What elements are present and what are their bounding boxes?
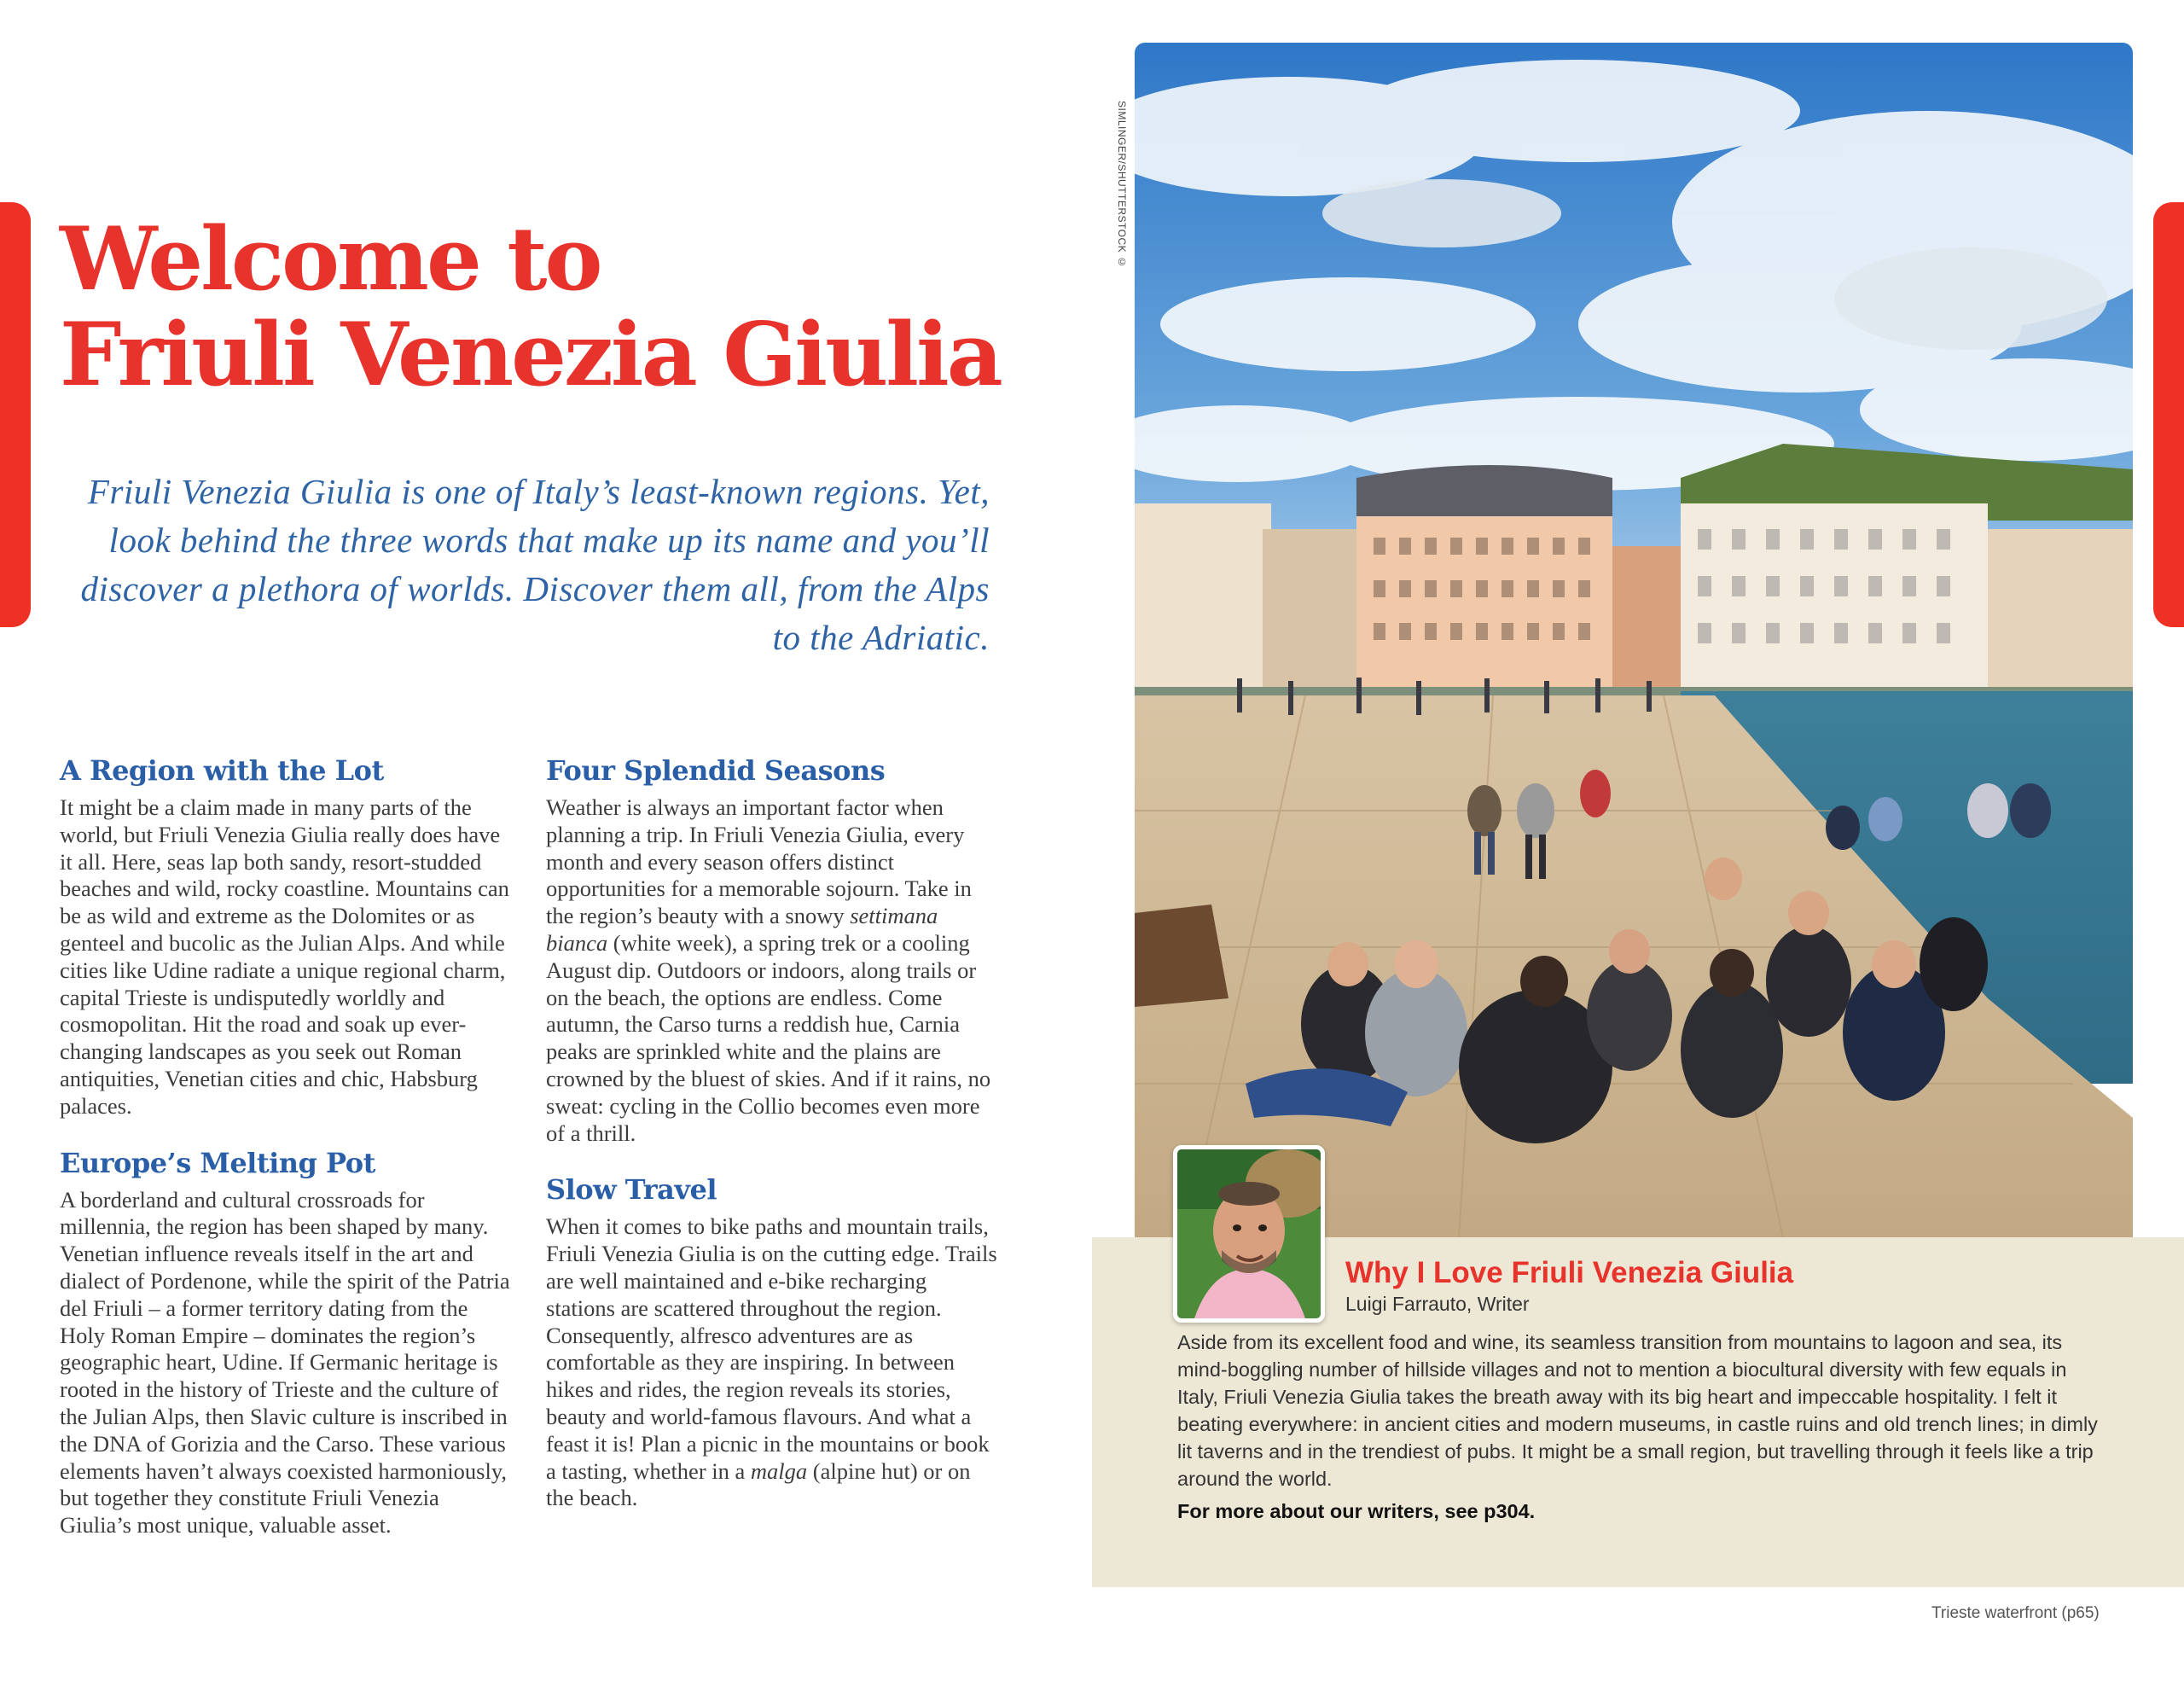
slow-travel-text-a: When it comes to bike paths and mountain trails, Friuli Venezia Giulia is on the cutting edge. Trails are well maintained and e-bike recharging stations are scattered throughout the region. Consequently, alfresco adventures are as comfortable as they are inspiring. In between hikes and rides, the region reveals its stories, beauty and world-famous flavours. And what a feast it is! Plan a picnic in the mountains or book a tasting, whether in a	[546, 1213, 997, 1484]
left-section-tab	[0, 202, 31, 627]
section-heading-seasons: Four Splendid Seasons	[546, 754, 886, 787]
intro-paragraph: Friuli Venezia Giulia is one of Italy’s least-known regions. Yet, look behind the three words that make up its name and you’ll discover a plethora of worlds. Discover them all, from the Alps to the Adriatic.	[80, 472, 990, 657]
section-heading-melting-pot: Europe’s Melting Pot	[60, 1146, 375, 1179]
seasons-text-italic: settimana bianca	[546, 903, 938, 956]
section-body-region: It might be a claim made in many parts of the world, but Friuli Venezia Giulia really does have it all. Here, seas lap both sandy, resort-studded beaches and wild, rocky coastline. Mountains can be as wild and extreme as the Dolomites or as genteel and bucolic as the Julian Alps. And while cities like Udine radiate a unique regional charm, capital Trieste is undisputedly worldly and cosmopolitan. Hit the road and soak up ever-changing landscapes as you seek out Roman antiquities, Venetian cities and chic, Habsburg palaces.	[60, 794, 509, 1119]
seasons-text-b: (white week), a spring trek or a cooling August dip. Outdoors or indoors, along trails or on the beach, the options are endless. Come autumn, the Carso turns a reddish hue, Carnia peaks are sprinkled white and the plains are crowned by the bluest of skies. And if it rains, no sweat: cycling in the Collio becomes even more of a thrill.	[546, 929, 991, 1146]
trieste-waterfront-photo	[1135, 43, 2133, 1237]
column-middle	[546, 752, 998, 1536]
why-body: Aside from its excellent food and wine, its seamless transition from mountains to lagoon and sea, its mind-boggling number of hillside villages and not to mention a biocultural diversity with few equals in Italy, Friuli Venezia Giulia takes the breath away with its big heart and impeccable hospitality. I felt it beating everywhere: in ancient cities and modern museums, in castle ruins and old trench lines; in dimly lit taverns and in the trendiest of pubs. It might be a small region, but travelling through it feels like a trip around the world.	[1177, 1331, 2098, 1490]
why-title: Why I Love Friuli Venezia Giulia	[1345, 1256, 1794, 1289]
photo-credit: SIMLINGER/SHUTTERSTOCK ©	[1116, 101, 1128, 269]
section-body-melting-pot: A borderland and cultural crossroads for millennia, the region has been shaped by many. Venetian influence reveals itself in the art and dialect of Pordenone, while the spirit of the Patria del Friuli – a former territory dating from the Holy Roman Empire – dominates the region’s geographic heart, Udine. If Germanic heritage is rooted in the history of Trieste and the culture of the Julian Alps, then Slavic culture is inscribed in the DNA of Gorizia and the Carso. These various elements haven’t always coexisted harmoniously, but together they constitute Friuli Venezia Giulia’s most unique, valuable asset.	[60, 1186, 510, 1538]
photo-credit-wrap	[1116, 101, 1130, 271]
photo-caption: Trieste waterfront (p65)	[1931, 1604, 2100, 1622]
writers-link: For more about our writers, see p304.	[1177, 1500, 1536, 1522]
page-title-line-2: Friuli Venezia Giulia	[60, 304, 1001, 406]
section-body-seasons	[546, 794, 998, 1147]
author-photo	[1173, 1145, 1325, 1323]
why-author: Luigi Farrauto, Writer	[1345, 1293, 1530, 1315]
right-section-tab	[2153, 202, 2184, 627]
page-title	[60, 208, 1001, 406]
section-body-slow-travel	[546, 1213, 998, 1512]
section-heading-region: A Region with the Lot	[60, 754, 384, 787]
slow-travel-text-b: (alpine hut) or on the beach.	[546, 1457, 971, 1511]
column-left	[60, 752, 512, 1563]
page-title-line-1: Welcome to	[60, 208, 601, 311]
section-heading-slow-travel: Slow Travel	[546, 1173, 717, 1207]
slow-travel-text-italic: malga	[750, 1457, 808, 1484]
seasons-text-a: Weather is always an important factor when planning a trip. In Friuli Venezia Giulia, every month and every season offers distinct opportunities for a memorable sojourn. Take in the region’s beauty with a snowy	[546, 794, 972, 929]
